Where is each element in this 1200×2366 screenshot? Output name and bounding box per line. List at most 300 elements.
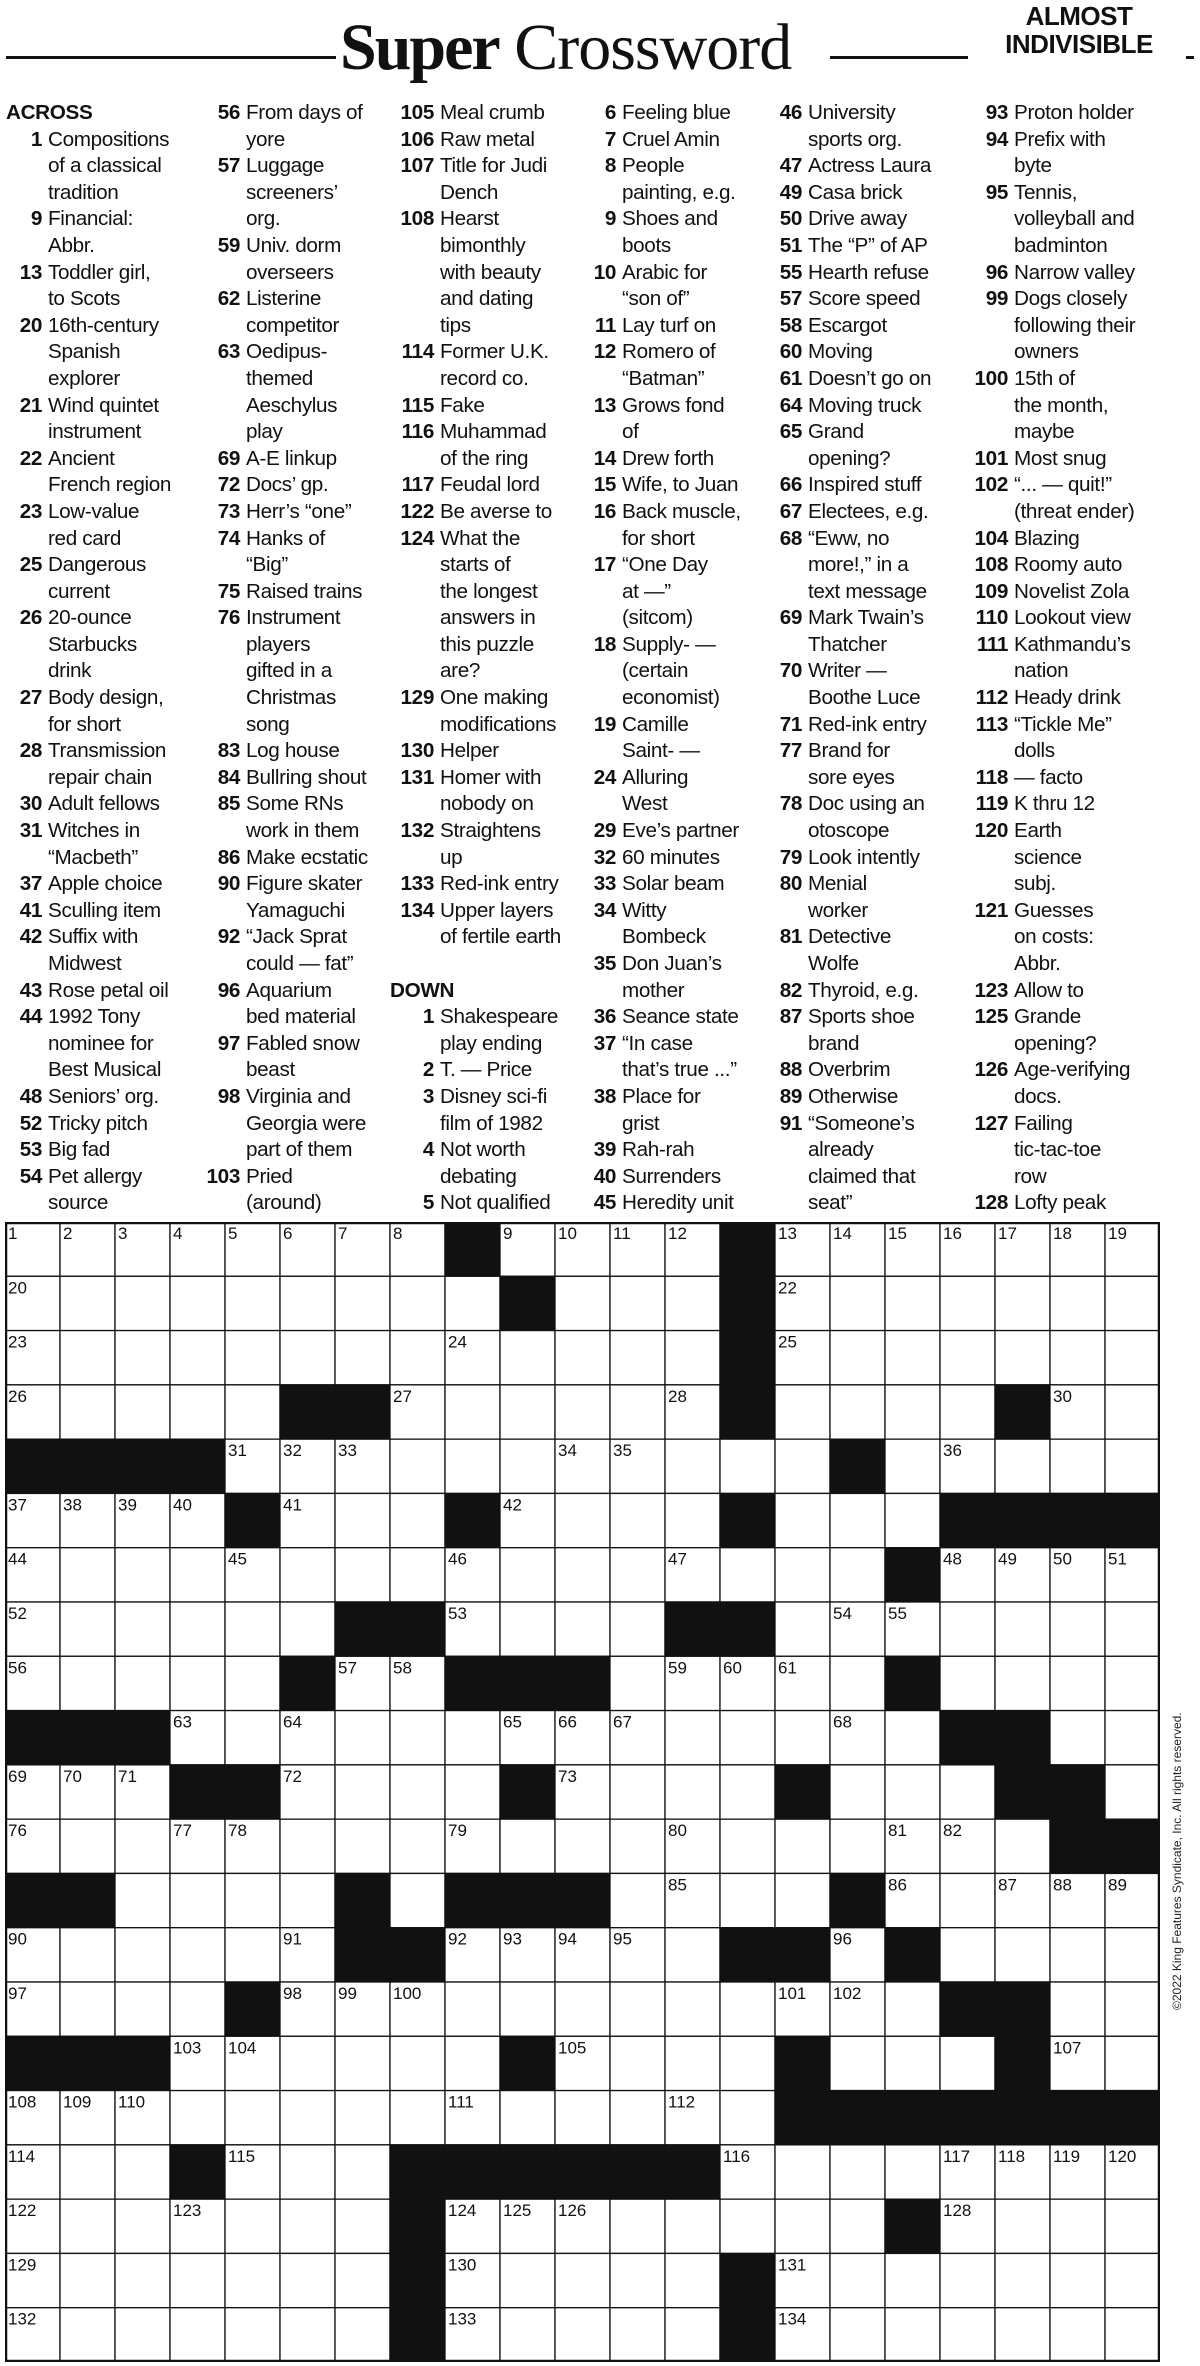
grid-cell[interactable] (1050, 1602, 1105, 1656)
grid-cell[interactable] (885, 2145, 940, 2199)
grid-cell[interactable] (720, 2036, 775, 2090)
grid-cell[interactable] (940, 2253, 995, 2307)
grid-cell[interactable] (830, 1276, 885, 1330)
grid-cell[interactable] (60, 2253, 115, 2307)
grid-cell[interactable] (280, 2145, 335, 2199)
grid-cell[interactable] (995, 1819, 1050, 1873)
grid-cell[interactable] (775, 1711, 830, 1765)
clue-text: — facto (1014, 765, 1083, 789)
grid-cell[interactable] (115, 1276, 170, 1330)
cell-number: 96 (833, 1929, 852, 1949)
grid-cell[interactable] (170, 1873, 225, 1927)
clue-text: (around) (246, 1191, 322, 1215)
grid-cell[interactable] (610, 2199, 665, 2253)
grid-cell[interactable] (500, 1385, 555, 1439)
grid-cell[interactable] (115, 1873, 170, 1927)
grid-cell[interactable] (115, 2145, 170, 2199)
grid-cell[interactable] (225, 1276, 280, 1330)
grid-cell[interactable] (115, 1928, 170, 1982)
grid-cell[interactable] (115, 2199, 170, 2253)
grid-cell[interactable] (500, 2308, 555, 2362)
grid-cell[interactable] (775, 1493, 830, 1547)
grid-cell[interactable] (720, 1548, 775, 1602)
grid-cell[interactable] (280, 1331, 335, 1385)
clue-number: 86 (217, 845, 240, 869)
grid-cell[interactable] (720, 1711, 775, 1765)
grid-cell[interactable] (775, 1819, 830, 1873)
grid-cell[interactable] (335, 2253, 390, 2307)
crossword-grid[interactable] (5, 1222, 1160, 2362)
grid-cell[interactable] (720, 2091, 775, 2145)
clue-number: 129 (400, 686, 434, 710)
grid-cell[interactable] (830, 2145, 885, 2199)
clue-text: Inspired stuff (808, 473, 922, 497)
grid-cell[interactable] (60, 2145, 115, 2199)
grid-cell[interactable] (390, 1711, 445, 1765)
clue-item (580, 127, 741, 154)
grid-cell[interactable] (885, 1493, 940, 1547)
grid-cell[interactable] (995, 2253, 1050, 2307)
grid-cell[interactable] (335, 2308, 390, 2362)
grid-cell[interactable] (665, 2199, 720, 2253)
grid-cell[interactable] (665, 2253, 720, 2307)
grid-cell[interactable] (665, 2036, 720, 2090)
grid-cell[interactable] (115, 1602, 170, 1656)
grid-cell[interactable] (885, 1711, 940, 1765)
grid-cell[interactable] (940, 1602, 995, 1656)
grid-cell[interactable] (225, 1602, 280, 1656)
grid-cell[interactable] (665, 1928, 720, 1982)
grid-cell[interactable] (390, 1819, 445, 1873)
black-square (225, 1982, 280, 2036)
grid-cell[interactable] (335, 1819, 390, 1873)
grid-cell[interactable] (940, 1385, 995, 1439)
grid-cell[interactable] (115, 1385, 170, 1439)
clue-item (766, 419, 931, 446)
black-square (390, 2308, 445, 2362)
grid-cell[interactable] (555, 1982, 610, 2036)
grid-cell[interactable] (720, 1765, 775, 1819)
grid-cell[interactable] (610, 1765, 665, 1819)
grid-cell[interactable] (115, 1982, 170, 2036)
grid-svg[interactable] (5, 1222, 1160, 2362)
grid-cell[interactable] (1050, 1439, 1105, 1493)
grid-cell[interactable] (445, 1711, 500, 1765)
grid-cell[interactable] (280, 1602, 335, 1656)
grid-cell[interactable] (830, 2036, 885, 2090)
cell-number: 69 (8, 1766, 27, 1786)
cell-number: 20 (8, 1278, 27, 1298)
grid-cell[interactable] (775, 1602, 830, 1656)
clue-text: gifted in a (246, 659, 332, 683)
grid-cell[interactable] (940, 1928, 995, 1982)
grid-cell[interactable] (610, 1656, 665, 1710)
grid-cell[interactable] (830, 1765, 885, 1819)
grid-cell[interactable] (225, 2091, 280, 2145)
grid-cell[interactable] (995, 1928, 1050, 1982)
grid-cell[interactable] (170, 1982, 225, 2036)
grid-cell[interactable] (115, 1656, 170, 1710)
clue-continuation (580, 978, 741, 1005)
grid-cell[interactable] (390, 1548, 445, 1602)
cell-number: 99 (338, 1984, 357, 2003)
clue-number: 15 (593, 473, 616, 497)
grid-cell[interactable] (1050, 1982, 1105, 2036)
clue-number: 4 (422, 1138, 434, 1162)
grid-cell[interactable] (665, 1493, 720, 1547)
clue-continuation (580, 658, 741, 685)
grid-cell[interactable] (830, 1548, 885, 1602)
grid-cell[interactable] (830, 1331, 885, 1385)
clue-item (580, 1190, 741, 1217)
grid-cell[interactable] (885, 1385, 940, 1439)
grid-cell[interactable] (555, 1548, 610, 1602)
grid-cell[interactable] (390, 1331, 445, 1385)
clue-text: Bullring shout (246, 765, 367, 789)
grid-cell[interactable] (170, 1385, 225, 1439)
grid-cell[interactable] (335, 2145, 390, 2199)
grid-cell[interactable] (335, 1331, 390, 1385)
grid-cell[interactable] (60, 1819, 115, 1873)
grid-cell[interactable] (335, 1765, 390, 1819)
grid-cell[interactable] (225, 2308, 280, 2362)
grid-cell[interactable] (995, 1656, 1050, 1710)
grid-cell[interactable] (280, 2199, 335, 2253)
grid-cell[interactable] (830, 1493, 885, 1547)
grid-cell[interactable] (940, 1331, 995, 1385)
grid-cell[interactable] (665, 1439, 720, 1493)
grid-cell[interactable] (995, 1602, 1050, 1656)
clue-text: Midwest (48, 952, 122, 975)
clue-number: 5 (422, 1191, 434, 1215)
clue-continuation (390, 552, 561, 579)
grid-cell[interactable] (500, 1331, 555, 1385)
clue-number: 17 (593, 553, 616, 577)
cell-number: 87 (998, 1875, 1017, 1895)
grid-cell[interactable] (1105, 1276, 1160, 1330)
grid-cell[interactable] (280, 2308, 335, 2362)
clue-text: Blazing (1014, 526, 1080, 550)
grid-cell[interactable] (720, 1819, 775, 1873)
clue-item (390, 1004, 561, 1031)
grid-cell[interactable] (335, 2199, 390, 2253)
clue-item (6, 260, 171, 287)
clue-item (204, 472, 368, 499)
grid-cell[interactable] (225, 1873, 280, 1927)
grid-cell[interactable] (1050, 1656, 1105, 1710)
grid-cell[interactable] (390, 2091, 445, 2145)
grid-cell[interactable] (170, 1602, 225, 1656)
grid-cell[interactable] (610, 1602, 665, 1656)
clue-number: 119 (975, 792, 1008, 816)
grid-cell[interactable] (280, 1548, 335, 1602)
grid-cell[interactable] (445, 1765, 500, 1819)
grid-cell[interactable] (170, 2308, 225, 2362)
grid-cell[interactable] (1050, 2199, 1105, 2253)
clue-continuation (766, 1164, 931, 1191)
grid-cell[interactable] (830, 2199, 885, 2253)
grid-cell[interactable] (445, 1439, 500, 1493)
clue-item (972, 898, 1135, 925)
grid-cell[interactable] (390, 1439, 445, 1493)
grid-cell[interactable] (665, 1331, 720, 1385)
grid-cell[interactable] (335, 1276, 390, 1330)
grid-cell[interactable] (60, 1548, 115, 1602)
grid-cell[interactable] (830, 2308, 885, 2362)
grid-cell[interactable] (500, 1602, 555, 1656)
clue-text: Tricky pitch (48, 1111, 148, 1135)
grid-cell[interactable] (60, 1602, 115, 1656)
grid-cell[interactable] (1050, 1276, 1105, 1330)
grid-cell[interactable] (885, 1331, 940, 1385)
grid-cell[interactable] (555, 1819, 610, 1873)
grid-cell[interactable] (1105, 1711, 1160, 1765)
grid-cell[interactable] (830, 2253, 885, 2307)
grid-cell[interactable] (775, 1873, 830, 1927)
grid-cell[interactable] (775, 1439, 830, 1493)
grid-cell[interactable] (555, 1493, 610, 1547)
grid-cell[interactable] (225, 2199, 280, 2253)
clue-item (6, 1164, 171, 1191)
grid-cell[interactable] (280, 2253, 335, 2307)
clue-text: opening? (808, 446, 891, 470)
grid-cell[interactable] (225, 1656, 280, 1710)
grid-cell[interactable] (665, 1711, 720, 1765)
grid-cell[interactable] (500, 1439, 555, 1493)
grid-cell[interactable] (335, 1493, 390, 1547)
grid-cell[interactable] (555, 2253, 610, 2307)
grid-cell[interactable] (555, 1276, 610, 1330)
clue-text: debating (440, 1164, 517, 1188)
grid-cell[interactable] (60, 1928, 115, 1982)
grid-cell[interactable] (665, 1982, 720, 2036)
grid-cell[interactable] (170, 1276, 225, 1330)
clue-item (390, 1190, 561, 1217)
clue-item (204, 791, 368, 818)
grid-cell[interactable] (1105, 2199, 1160, 2253)
grid-cell[interactable] (830, 1385, 885, 1439)
grid-cell[interactable] (610, 2036, 665, 2090)
grid-cell[interactable] (225, 1928, 280, 1982)
grid-cell[interactable] (610, 2308, 665, 2362)
grid-cell[interactable] (225, 1331, 280, 1385)
grid-cell[interactable] (665, 1765, 720, 1819)
grid-cell[interactable] (610, 1819, 665, 1873)
cell-number: 109 (63, 2092, 92, 2112)
grid-cell[interactable] (940, 2308, 995, 2362)
grid-cell[interactable] (170, 2253, 225, 2307)
grid-cell[interactable] (170, 1331, 225, 1385)
grid-cell[interactable] (500, 1548, 555, 1602)
clue-continuation (204, 658, 368, 685)
grid-cell[interactable] (1105, 2308, 1160, 2362)
grid-cell[interactable] (170, 2091, 225, 2145)
grid-cell[interactable] (1105, 2253, 1160, 2307)
grid-cell[interactable] (555, 1331, 610, 1385)
black-square (60, 1439, 115, 1493)
grid-cell[interactable] (940, 1656, 995, 1710)
grid-cell[interactable] (500, 2091, 555, 2145)
grid-cell[interactable] (390, 1493, 445, 1547)
grid-cell[interactable] (555, 2091, 610, 2145)
grid-cell[interactable] (445, 2036, 500, 2090)
grid-cell[interactable] (500, 1819, 555, 1873)
grid-cell[interactable] (720, 2199, 775, 2253)
grid-cell[interactable] (610, 1548, 665, 1602)
grid-cell[interactable] (225, 1385, 280, 1439)
grid-cell[interactable] (60, 2199, 115, 2253)
grid-cell[interactable] (610, 2253, 665, 2307)
grid-cell[interactable] (775, 1385, 830, 1439)
grid-cell[interactable] (995, 1276, 1050, 1330)
grid-cell[interactable] (1105, 1656, 1160, 1710)
clue-list (0, 96, 1200, 1216)
grid-cell[interactable] (885, 1982, 940, 2036)
grid-cell[interactable] (390, 2036, 445, 2090)
grid-cell[interactable] (555, 1385, 610, 1439)
grid-cell[interactable] (1105, 1982, 1160, 2036)
grid-cell[interactable] (610, 1331, 665, 1385)
grid-cell[interactable] (555, 1602, 610, 1656)
grid-cell[interactable] (1105, 1765, 1160, 1819)
grid-cell[interactable] (1105, 1439, 1160, 1493)
grid-cell[interactable] (170, 1928, 225, 1982)
grid-cell[interactable] (610, 1276, 665, 1330)
grid-cell[interactable] (885, 1439, 940, 1493)
grid-cell[interactable] (610, 1982, 665, 2036)
grid-cell[interactable] (500, 1982, 555, 2036)
grid-cell[interactable] (335, 2091, 390, 2145)
clue-text: Shoes and (622, 207, 718, 231)
cell-number: 39 (118, 1495, 137, 1515)
clue-text: economist) (622, 686, 720, 710)
grid-cell[interactable] (555, 2308, 610, 2362)
clue-text: explorer (48, 366, 120, 390)
grid-cell[interactable] (115, 2253, 170, 2307)
clue-text: Listerine (246, 287, 322, 311)
cell-number: 34 (558, 1441, 577, 1461)
grid-cell[interactable] (1050, 1331, 1105, 1385)
grid-cell[interactable] (1105, 1928, 1160, 1982)
grid-cell[interactable] (885, 2253, 940, 2307)
grid-cell[interactable] (445, 1276, 500, 1330)
grid-cell[interactable] (445, 1982, 500, 2036)
grid-cell[interactable] (335, 1548, 390, 1602)
cell-number: 40 (173, 1495, 192, 1515)
clue-continuation (390, 579, 561, 606)
clue-number: 89 (779, 1084, 802, 1108)
black-square (995, 1385, 1050, 1439)
grid-cell[interactable] (720, 1873, 775, 1927)
grid-cell[interactable] (610, 1873, 665, 1927)
grid-cell[interactable] (225, 2253, 280, 2307)
grid-cell[interactable] (280, 1819, 335, 1873)
grid-cell[interactable] (170, 1548, 225, 1602)
grid-cell[interactable] (280, 1873, 335, 1927)
grid-cell[interactable] (500, 2253, 555, 2307)
grid-cell[interactable] (60, 1982, 115, 2036)
grid-cell[interactable] (60, 1331, 115, 1385)
grid-cell[interactable] (830, 1656, 885, 1710)
grid-cell[interactable] (665, 1276, 720, 1330)
grid-cell[interactable] (390, 1765, 445, 1819)
grid-cell[interactable] (280, 2091, 335, 2145)
grid-cell[interactable] (610, 1385, 665, 1439)
grid-cell[interactable] (940, 1765, 995, 1819)
grid-cell[interactable] (60, 1385, 115, 1439)
cell-number: 8 (393, 1224, 403, 1243)
grid-cell[interactable] (60, 2308, 115, 2362)
grid-cell[interactable] (885, 2036, 940, 2090)
clue-text: Bombeck (622, 925, 706, 949)
clue-text: 1992 Tony (48, 1005, 140, 1029)
clue-item (390, 685, 561, 712)
grid-cell[interactable] (720, 1982, 775, 2036)
grid-cell[interactable] (775, 1548, 830, 1602)
grid-cell[interactable] (1105, 1331, 1160, 1385)
grid-cell[interactable] (390, 1276, 445, 1330)
grid-cell[interactable] (115, 2308, 170, 2362)
clue-text: sports org. (808, 127, 902, 151)
grid-cell[interactable] (1105, 1385, 1160, 1439)
grid-cell[interactable] (995, 1331, 1050, 1385)
grid-cell[interactable] (60, 1276, 115, 1330)
grid-cell[interactable] (335, 2036, 390, 2090)
grid-cell[interactable] (1050, 1711, 1105, 1765)
grid-cell[interactable] (280, 1276, 335, 1330)
grid-cell[interactable] (170, 1656, 225, 1710)
grid-cell[interactable] (940, 1276, 995, 1330)
grid-cell[interactable] (1050, 1928, 1105, 1982)
grid-cell[interactable] (995, 2308, 1050, 2362)
grid-cell[interactable] (775, 2199, 830, 2253)
grid-cell[interactable] (1050, 2253, 1105, 2307)
clue-number: 102 (974, 473, 1008, 497)
grid-cell[interactable] (1105, 2036, 1160, 2090)
grid-cell[interactable] (665, 2308, 720, 2362)
grid-cell[interactable] (830, 1819, 885, 1873)
grid-cell[interactable] (885, 2308, 940, 2362)
clue-item (6, 313, 171, 340)
grid-cell[interactable] (885, 1765, 940, 1819)
grid-cell[interactable] (775, 2145, 830, 2199)
grid-cell[interactable] (445, 1385, 500, 1439)
black-square (115, 2036, 170, 2090)
grid-cell[interactable] (610, 1493, 665, 1547)
grid-cell[interactable] (115, 1331, 170, 1385)
clue-item (972, 712, 1135, 739)
grid-cell[interactable] (720, 1439, 775, 1493)
clue-item (204, 765, 368, 792)
grid-cell[interactable] (885, 1276, 940, 1330)
cell-number: 100 (393, 1984, 422, 2003)
grid-cell[interactable] (280, 2036, 335, 2090)
grid-cell[interactable] (610, 2091, 665, 2145)
grid-cell[interactable] (995, 2199, 1050, 2253)
grid-cell[interactable] (335, 1711, 390, 1765)
grid-cell[interactable] (225, 1711, 280, 1765)
grid-cell[interactable] (60, 1656, 115, 1710)
grid-cell[interactable] (390, 1873, 445, 1927)
clue-text: Romero of (622, 340, 716, 364)
grid-cell[interactable] (940, 1873, 995, 1927)
grid-cell[interactable] (115, 1548, 170, 1602)
grid-cell[interactable] (995, 1439, 1050, 1493)
grid-cell[interactable] (115, 1819, 170, 1873)
grid-cell[interactable] (1050, 2308, 1105, 2362)
grid-cell[interactable] (1105, 1602, 1160, 1656)
grid-cell[interactable] (940, 2036, 995, 2090)
